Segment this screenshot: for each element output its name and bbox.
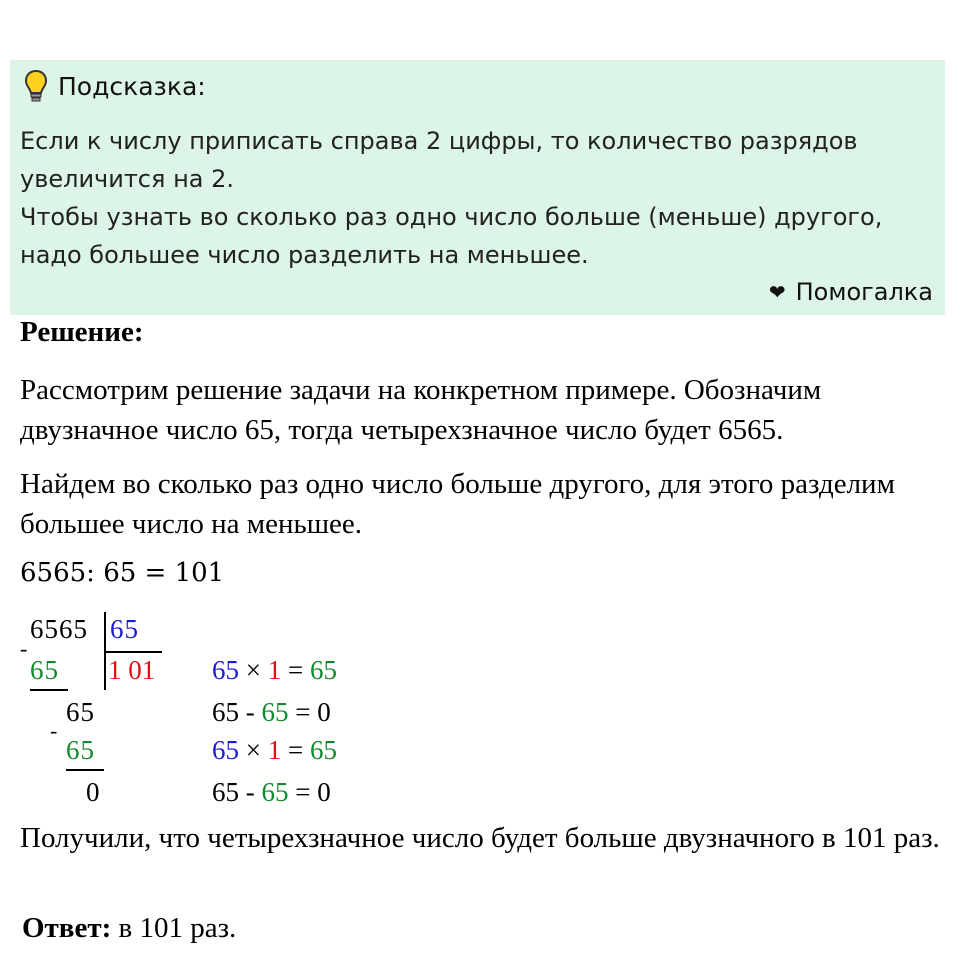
hint-line-2: Чтобы узнать во сколько раз одно число больше (меньше) другого, надо большее число разделить на меньшее. (20, 203, 883, 269)
solution-heading: Решение: (20, 316, 144, 348)
minus-sign-2: - (50, 718, 58, 743)
solution-paragraph-2: Найдем во сколько раз одно число больше другого, для этого разделим большее число на меньшее. (20, 468, 895, 540)
hint-box (10, 60, 945, 315)
division-horizontal-line (106, 651, 162, 653)
underline-1 (30, 689, 68, 691)
conclusion: Получили, что четырехзначное число будет больше двузначного в 101 раз. (20, 822, 940, 854)
check-line-2: 65 - 65 = 0 (212, 697, 331, 727)
remainder-1: 65 (66, 697, 95, 727)
divisor: 65 (110, 614, 139, 644)
answer-label: Ответ: (22, 912, 112, 944)
answer (22, 912, 236, 945)
underline-2 (66, 769, 104, 771)
check-line-3: 65 × 1 = 65 (212, 735, 337, 765)
check-line-4: 65 - 65 = 0 (212, 777, 331, 807)
hint-title: Подсказка: (58, 71, 206, 101)
heart-icon: ❤ (768, 280, 786, 304)
subtrahend-1: 65 (30, 655, 59, 685)
hint-text (20, 122, 930, 274)
subtrahend-2: 65 (66, 735, 95, 765)
solution-paragraph-1: Рассмотрим решение задачи на конкретном примере. Обозначим двузначное число 65, тогда четырехзначное число будет 6565. (20, 374, 822, 446)
hint-line-1: Если к числу приписать справа 2 цифры, то количество разрядов увеличится на 2. (20, 127, 858, 193)
hint-header (24, 66, 206, 106)
quotient: 1 01 (108, 655, 156, 685)
minus-sign-1: - (20, 636, 28, 661)
lightbulb-icon (24, 69, 48, 103)
equation: 6565: 65 = 101 (20, 558, 225, 588)
check-line-1: 65 × 1 = 65 (212, 655, 337, 685)
answer-text: в 101 раз. (111, 912, 237, 944)
final-remainder: 0 (86, 777, 100, 807)
brand-label: Помогалка (795, 278, 933, 306)
dividend: 6565 (30, 614, 88, 644)
brand[interactable] (769, 278, 933, 306)
